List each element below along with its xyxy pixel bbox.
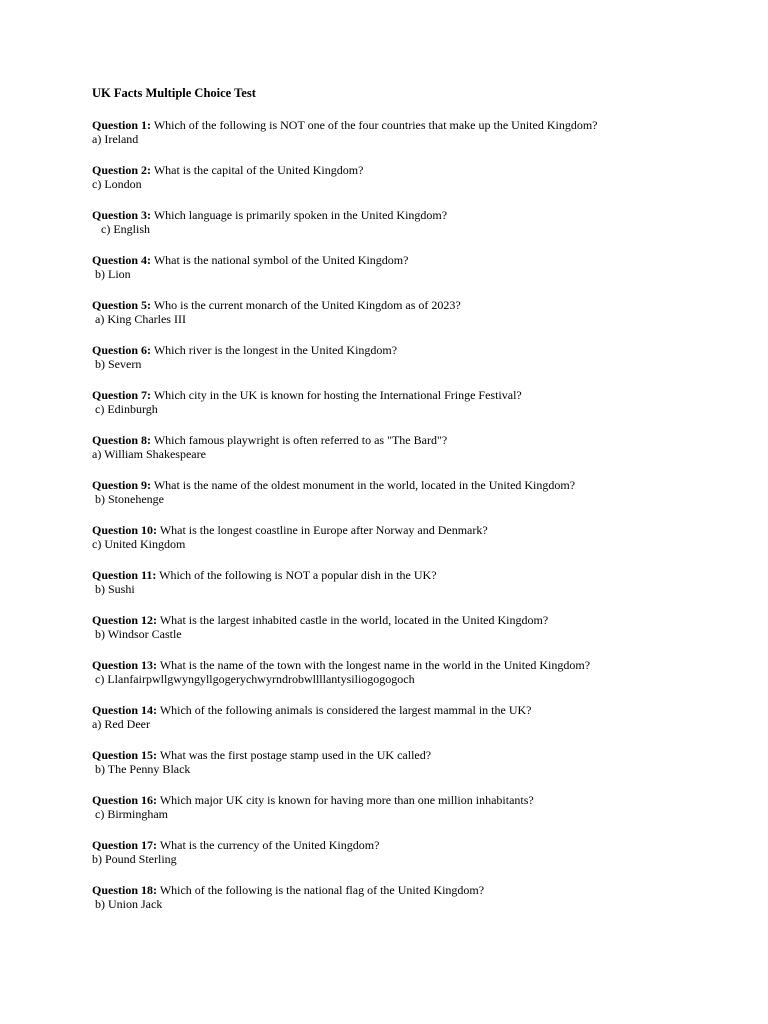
question-block [92,568,742,597]
question-block [92,343,742,372]
question-block [92,163,742,192]
question-line [92,118,742,132]
question-block [92,253,742,282]
question-text: What was the first postage stamp used in the UK called? [159,748,432,762]
question-text: What is the name of the town with the longest name in the world in the United Kingdom? [159,658,591,672]
question-line [92,523,742,537]
question-label: Question 7: [92,388,152,402]
question-label: Question 1: [92,118,152,132]
question-line [92,163,742,177]
answer-line: c) Edinburgh [92,402,158,416]
answer-line: b) Sushi [92,582,135,596]
question-label: Question 6: [92,343,152,357]
question-line [92,658,742,672]
answer-line: b) Windsor Castle [92,627,182,641]
question-block [92,883,742,912]
question-label: Question 2: [92,163,152,177]
question-text: Which of the following is NOT a popular dish in the UK? [159,568,437,582]
question-label: Question 11: [92,568,157,582]
question-line [92,388,742,402]
answer-line: b) Union Jack [92,897,163,911]
question-text: What is the capital of the United Kingdom? [153,163,364,177]
question-line [92,298,742,312]
question-line [92,343,742,357]
question-block [92,298,742,327]
answer-line: c) United Kingdom [92,537,186,551]
answer-line: b) Pound Sterling [92,852,177,866]
question-label: Question 5: [92,298,152,312]
question-text: What is the largest inhabited castle in the world, located in the United Kingdom? [159,613,549,627]
question-text: What is the national symbol of the United Kingdom? [153,253,409,267]
question-line [92,253,742,267]
question-label: Question 18: [92,883,158,897]
question-text: Which of the following is NOT one of the four countries that make up the United Kingdom? [153,118,598,132]
document-page [92,86,742,928]
question-block [92,703,742,732]
question-text: Which language is primarily spoken in the United Kingdom? [153,208,448,222]
question-line [92,433,742,447]
document-title: UK Facts Multiple Choice Test [92,86,256,100]
question-label: Question 9: [92,478,152,492]
question-block [92,523,742,552]
question-block [92,118,742,147]
question-line [92,838,742,852]
answer-line: b) Severn [92,357,142,371]
question-label: Question 12: [92,613,158,627]
question-text: Who is the current monarch of the United Kingdom as of 2023? [153,298,461,312]
question-list [92,118,742,912]
question-text: Which major UK city is known for having more than one million inhabitants? [159,793,534,807]
answer-line: a) King Charles III [92,312,186,326]
question-text: Which city in the UK is known for hosting the International Fringe Festival? [153,388,522,402]
question-block [92,793,742,822]
question-block [92,658,742,687]
question-line [92,793,742,807]
question-label: Question 17: [92,838,158,852]
question-line [92,703,742,717]
answer-line: a) William Shakespeare [92,447,206,461]
question-line [92,568,742,582]
question-line [92,883,742,897]
question-label: Question 16: [92,793,158,807]
question-line [92,748,742,762]
question-block [92,208,742,237]
question-block [92,613,742,642]
question-block [92,748,742,777]
question-line [92,208,742,222]
question-label: Question 8: [92,433,152,447]
answer-line: c) Llanfairpwllgwyngyllgogerychwyrndrobwllllantysiliogogogoch [92,672,415,686]
question-block [92,433,742,462]
answer-line: c) London [92,177,142,191]
question-label: Question 4: [92,253,152,267]
answer-line: c) English [92,222,150,236]
answer-line: a) Red Deer [92,717,150,731]
question-text: What is the longest coastline in Europe after Norway and Denmark? [159,523,488,537]
question-line [92,613,742,627]
question-label: Question 10: [92,523,158,537]
question-text: What is the currency of the United Kingdom? [159,838,380,852]
question-label: Question 14: [92,703,158,717]
answer-line: b) Stonehenge [92,492,164,506]
question-block [92,388,742,417]
question-block [92,478,742,507]
answer-line: a) Ireland [92,132,139,146]
question-label: Question 3: [92,208,152,222]
question-block [92,838,742,867]
question-text: Which of the following is the national flag of the United Kingdom? [159,883,485,897]
question-label: Question 13: [92,658,158,672]
question-text: Which river is the longest in the United Kingdom? [153,343,398,357]
question-text: What is the name of the oldest monument in the world, located in the United Kingdom? [153,478,576,492]
question-text: Which of the following animals is considered the largest mammal in the UK? [159,703,532,717]
answer-line: b) The Penny Black [92,762,191,776]
question-text: Which famous playwright is often referred to as "The Bard"? [153,433,448,447]
question-line [92,478,742,492]
question-label: Question 15: [92,748,158,762]
answer-line: c) Birmingham [92,807,168,821]
answer-line: b) Lion [92,267,131,281]
